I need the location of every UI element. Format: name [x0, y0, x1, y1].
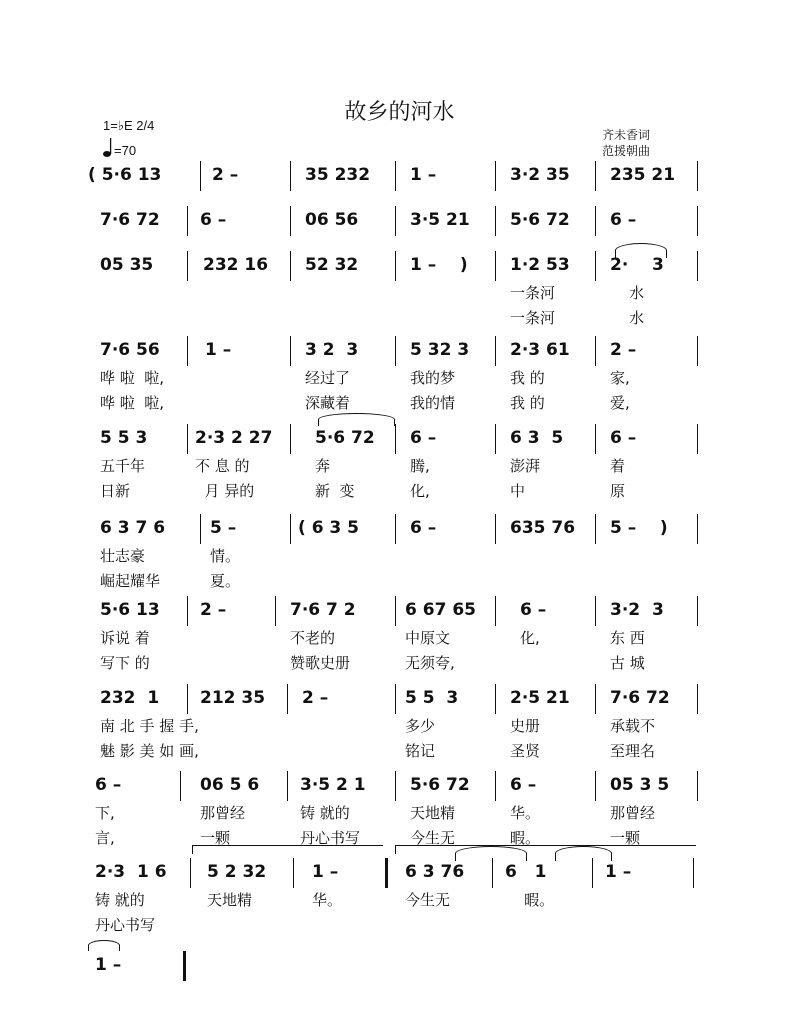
- lyric-verse-1: 暇。: [505, 891, 555, 909]
- measure-notes: 1 –: [95, 955, 122, 975]
- bar-line: [395, 684, 396, 714]
- bar-line: [395, 206, 396, 236]
- bar-line: [592, 858, 593, 888]
- measure-notes: 6 –: [520, 600, 547, 620]
- lyric-verse-1: 化,: [520, 629, 540, 647]
- lyric-verse-1: 我 的: [510, 369, 545, 387]
- lyric-verse-2: 言,: [95, 829, 115, 847]
- bar-line: [290, 514, 291, 544]
- bar-line: [385, 858, 388, 888]
- lyric-verse-2: 夏。: [210, 572, 241, 590]
- measure-notes: 5 – ): [610, 518, 668, 538]
- measure-notes: 35 232: [305, 165, 371, 185]
- measure-notes: 1 –: [205, 340, 232, 360]
- tempo-marking: =70: [114, 143, 137, 158]
- lyric-verse-2: 中: [510, 482, 526, 500]
- bar-line: [495, 251, 496, 281]
- measure-notes: 5·6 72: [315, 428, 375, 448]
- bar-line: [697, 514, 698, 544]
- measure-notes: 5·6 72: [510, 210, 570, 230]
- lyric-verse-1: 哗 啦 啦,: [100, 369, 165, 387]
- lyric-verse-2: 暇。: [510, 829, 541, 847]
- measure-notes: 2 –: [302, 688, 329, 708]
- bar-line: [187, 424, 188, 454]
- measure-notes: 1 – ): [410, 255, 468, 275]
- bar-line: [287, 684, 288, 714]
- lyric-verse-2: 新 变: [315, 482, 355, 500]
- measure-notes: 5 5 3: [405, 688, 459, 708]
- bar-line: [495, 336, 496, 366]
- lyric-verse-1: 经过了: [305, 369, 351, 387]
- bar-line: [595, 206, 596, 236]
- bar-line: [697, 596, 698, 626]
- bar-line: [180, 771, 181, 801]
- measure-notes: 6 67 65: [405, 600, 476, 620]
- measure-notes: 6 –: [200, 210, 227, 230]
- lyric-verse-1: 下,: [95, 804, 115, 822]
- lyric-verse-2: 铭记: [405, 742, 436, 760]
- measure-notes: 3·5 21: [410, 210, 470, 230]
- lyric-verse-2: 月 异的: [195, 482, 255, 500]
- bar-line: [395, 251, 396, 281]
- lyric-verse-1: 我的梦: [410, 369, 456, 387]
- bar-line: [595, 771, 596, 801]
- lyric-verse-1: 壮志豪: [100, 547, 146, 565]
- measure-notes: ( 6 3 5: [298, 518, 360, 538]
- lyric-verse-1: 天地精: [207, 891, 253, 909]
- lyric-verse-2: 原: [610, 482, 626, 500]
- bar-line: [395, 771, 396, 801]
- measure-notes: 3·5 2 1: [300, 775, 366, 795]
- lyric-verse-1: 不老的: [290, 629, 336, 647]
- composer-credit: 范援朝曲: [602, 144, 651, 158]
- bar-line: [697, 161, 698, 191]
- bar-line: [200, 161, 201, 191]
- bar-line: [693, 858, 694, 888]
- measure-notes: 6 –: [610, 428, 637, 448]
- measure-notes: 6 –: [410, 518, 437, 538]
- lyric-verse-2: 写下 的: [100, 654, 150, 672]
- measure-notes: 1·2 53: [510, 255, 570, 275]
- lyric-verse-1: 天地精: [410, 804, 456, 822]
- lyric-verse-2: 日新: [100, 482, 131, 500]
- measure-notes: 6 3 7 6: [100, 518, 166, 538]
- measure-notes: 52 32: [305, 255, 359, 275]
- bar-line: [495, 206, 496, 236]
- lyric-verse-1: 今生无: [405, 891, 451, 909]
- measure-notes: 2·3 1 6: [95, 862, 167, 882]
- bar-line: [187, 206, 188, 236]
- bar-line: [492, 858, 493, 888]
- quarter-note-icon: [102, 136, 114, 158]
- bar-line: [290, 161, 291, 191]
- bar-line: [595, 336, 596, 366]
- measure-notes: 2·3 61: [510, 340, 570, 360]
- bar-line: [290, 424, 291, 454]
- lyric-verse-1: 东 西: [610, 629, 645, 647]
- slur: [615, 243, 667, 258]
- lyricist-credit: 齐未香词: [602, 128, 651, 142]
- lyric-verse-2: 我的情: [410, 394, 456, 412]
- slur: [88, 940, 120, 951]
- bar-line: [190, 858, 191, 888]
- lyric-verse-1: 家,: [610, 369, 630, 387]
- key-signature: 1=♭E 2/4: [103, 118, 155, 133]
- measure-notes: 6 3 5: [510, 428, 564, 448]
- bar-line: [287, 771, 288, 801]
- measure-notes: 5 5 3: [100, 428, 148, 448]
- bar-line: [495, 514, 496, 544]
- bar-line: [395, 424, 396, 454]
- lyric-verse-2: 魅 影 美 如 画,: [100, 742, 199, 760]
- slur: [318, 413, 395, 426]
- bar-line: [183, 951, 186, 981]
- bar-line: [595, 251, 596, 281]
- lyric-verse-2: 至理名: [610, 742, 656, 760]
- lyric-verse-1: 华。: [510, 804, 541, 822]
- measure-notes: 6 –: [95, 775, 122, 795]
- measure-notes: 232 1: [100, 688, 160, 708]
- bar-line: [495, 684, 496, 714]
- bar-line: [293, 858, 294, 888]
- bar-line: [275, 596, 276, 626]
- lyric-verse-1: 诉说 着: [100, 629, 150, 647]
- bar-line: [495, 424, 496, 454]
- bar-line: [595, 684, 596, 714]
- measure-notes: 5·6 13: [100, 600, 160, 620]
- lyric-verse-1: 水: [610, 284, 645, 302]
- measure-notes: 6 –: [510, 775, 537, 795]
- lyric-verse-2: 爱,: [610, 394, 630, 412]
- measure-notes: 3·2 35: [510, 165, 570, 185]
- lyric-verse-2: 古 城: [610, 654, 645, 672]
- lyric-verse-2: 今生无: [410, 829, 456, 847]
- bar-line: [290, 336, 291, 366]
- lyric-verse-1: 多少: [405, 717, 436, 735]
- lyric-verse-2: 哗 啦 啦,: [100, 394, 165, 412]
- measure-notes: 232 16: [203, 255, 269, 275]
- measure-notes: 5 32 3: [410, 340, 470, 360]
- bar-line: [395, 514, 396, 544]
- measure-notes: 635 76: [510, 518, 576, 538]
- bar-line: [187, 684, 188, 714]
- volta-bracket-1: [192, 845, 383, 854]
- bar-line: [495, 596, 496, 626]
- measure-notes: 5·6 72: [410, 775, 470, 795]
- measure-notes: 1 –: [410, 165, 437, 185]
- measure-notes: 06 56: [305, 210, 359, 230]
- lyric-verse-1: 一条河: [510, 284, 556, 302]
- bar-line: [697, 684, 698, 714]
- lyric-verse-1: 华。: [312, 891, 343, 909]
- measure-notes: 2 –: [200, 600, 227, 620]
- bar-line: [187, 336, 188, 366]
- lyric-verse-1: 着: [610, 457, 626, 475]
- bar-line: [697, 424, 698, 454]
- measure-notes: 6 1: [505, 862, 547, 882]
- measure-notes: 2 –: [212, 165, 239, 185]
- lyric-verse-1: 奔: [315, 457, 331, 475]
- bar-line: [595, 596, 596, 626]
- lyric-verse-1: 史册: [510, 717, 541, 735]
- bar-line: [187, 251, 188, 281]
- bar-line: [697, 206, 698, 236]
- lyric-verse-2: 我 的: [510, 394, 545, 412]
- measure-notes: 2 –: [610, 340, 637, 360]
- measure-notes: 2·5 21: [510, 688, 570, 708]
- bar-line: [290, 206, 291, 236]
- lyric-verse-2: 丹心书写: [95, 916, 156, 934]
- measure-notes: 6 –: [610, 210, 637, 230]
- measure-notes: 6 –: [410, 428, 437, 448]
- lyric-verse-1: 不 息 的: [195, 457, 250, 475]
- lyric-verse-2: 一颗: [200, 829, 231, 847]
- measure-notes: 7·6 7 2: [290, 600, 356, 620]
- lyric-verse-1: 那曾经: [610, 804, 656, 822]
- measure-notes: 7·6 56: [100, 340, 160, 360]
- bar-line: [187, 596, 188, 626]
- bar-line: [697, 336, 698, 366]
- measure-notes: 5 2 32: [207, 862, 267, 882]
- lyric-verse-1: 铸 就的: [300, 804, 350, 822]
- measure-notes: 2·3 2 27: [195, 428, 273, 448]
- measure-notes: 1 –: [312, 862, 339, 882]
- measure-notes: 7·6 72: [610, 688, 670, 708]
- lyric-verse-2: 无须夸,: [405, 654, 455, 672]
- measure-notes: ( 5·6 13: [88, 165, 162, 185]
- bar-line: [595, 161, 596, 191]
- measure-notes: 6 3 76: [405, 862, 465, 882]
- lyric-verse-2: 一条河: [510, 309, 556, 327]
- lyric-verse-1: 那曾经: [200, 804, 246, 822]
- measure-notes: 3·2 3: [610, 600, 664, 620]
- measure-notes: 1 –: [605, 862, 632, 882]
- bar-line: [697, 251, 698, 281]
- bar-line: [595, 514, 596, 544]
- lyric-verse-1: 铸 就的: [95, 891, 145, 909]
- measure-notes: 7·6 72: [100, 210, 160, 230]
- bar-line: [697, 771, 698, 801]
- lyric-verse-2: 水: [610, 309, 645, 327]
- volta-bracket-2: [395, 845, 696, 854]
- lyric-verse-1: 南 北 手 握 手,: [100, 717, 199, 735]
- lyric-verse-2: 化,: [410, 482, 430, 500]
- lyric-verse-2: 一颗: [610, 829, 641, 847]
- bar-line: [495, 771, 496, 801]
- lyric-verse-2: 深藏着: [305, 394, 351, 412]
- bar-line: [290, 251, 291, 281]
- lyric-verse-1: 情。: [210, 547, 241, 565]
- lyric-verse-1: 澎湃: [510, 457, 541, 475]
- bar-line: [395, 596, 396, 626]
- measure-notes: 05 35: [100, 255, 154, 275]
- bar-line: [395, 161, 396, 191]
- bar-line: [395, 336, 396, 366]
- lyric-verse-1: 腾,: [410, 457, 430, 475]
- song-title: 故乡的河水: [344, 100, 455, 125]
- measure-notes: 212 35: [200, 688, 266, 708]
- measure-notes: 06 5 6: [200, 775, 260, 795]
- measure-notes: 3 2 3: [305, 340, 359, 360]
- lyric-verse-2: 丹心书写: [300, 829, 361, 847]
- measure-notes: 2· 3: [610, 255, 664, 275]
- measure-notes: 5 –: [210, 518, 237, 538]
- lyric-verse-2: 圣贤: [510, 742, 541, 760]
- bar-line: [495, 161, 496, 191]
- bar-line: [595, 424, 596, 454]
- lyric-verse-2: 崛起耀华: [100, 572, 161, 590]
- measure-notes: 235 21: [610, 165, 676, 185]
- lyric-verse-1: 五千年: [100, 457, 146, 475]
- lyric-verse-2: 赞歌史册: [290, 654, 351, 672]
- measure-notes: 05 3 5: [610, 775, 670, 795]
- lyric-verse-1: 中原文: [405, 629, 451, 647]
- bar-line: [200, 514, 201, 544]
- lyric-verse-1: 承载不: [610, 717, 656, 735]
